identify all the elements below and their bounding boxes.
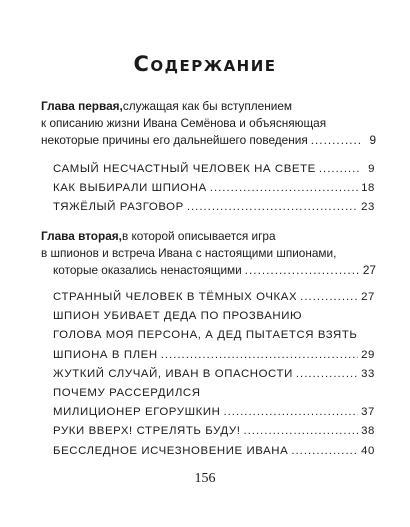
toc-entry-title: МИЛИЦИОНЕР ЕГОРУШКИН (53, 406, 221, 419)
dot-leader (210, 179, 358, 198)
toc-entry-title: ШПИОН УБИВАЕТ ДЕДА ПО ПРОЗВАНИЮ (53, 310, 303, 323)
dot-leader (161, 346, 358, 365)
toc-entry-page: 23 (361, 201, 375, 214)
toc-entry[interactable] (53, 422, 375, 441)
toc-entry-title: САМЫЙ НЕСЧАСТНЫЙ ЧЕЛОВЕК НА СВЕТЕ (53, 163, 316, 175)
toc-entry-title: ЖУТКИЙ СЛУЧАЙ, ИВАН В ОПАСНОСТИ (53, 367, 293, 380)
dot-leader (311, 132, 361, 149)
dot-leader (300, 288, 358, 307)
chapter-1-line-2 (41, 115, 376, 132)
toc-entry-title: ШПИОНА В ПЛЕН (53, 348, 158, 361)
toc-entry-title: СТРАННЫЙ ЧЕЛОВЕК В ТЁМНЫХ ОЧКАХ (53, 291, 298, 303)
dot-leader (291, 442, 358, 461)
toc-entry[interactable] (53, 288, 375, 307)
chapter-2-heading (41, 228, 376, 279)
dot-leader (243, 422, 358, 441)
chapter-2-text-1: в которой описывается игра (121, 229, 276, 243)
chapter-2-page: 27 (362, 263, 376, 277)
dot-leader (187, 198, 358, 217)
toc-entry-page: 37 (361, 406, 375, 419)
toc-entry-page: 40 (361, 444, 375, 457)
toc-entry-page: 29 (361, 348, 375, 361)
toc-entry-page: 9 (368, 163, 375, 175)
chapter-1-text-1: служащая как бы вступлением (122, 99, 293, 113)
chapter-1-heading (41, 98, 376, 149)
toc-entry[interactable] (53, 326, 375, 345)
chapter-1-entries (53, 160, 375, 218)
dot-leader (223, 403, 358, 422)
dot-leader (319, 160, 360, 179)
toc-entry[interactable] (53, 307, 375, 326)
page-title: Содержание (133, 52, 277, 76)
chapter-1-text-2: к описанию жизни Ивана Семёнова и объясняющая (41, 116, 327, 130)
toc-entry-title: РУКИ ВВЕРХ! СТРЕЛЯТЬ БУДУ! (53, 425, 241, 438)
chapter-2-line-1 (41, 228, 376, 245)
chapter-2-lead: Глава вторая, (41, 229, 122, 243)
chapter-2-text-3: которые оказались ненастоящими (53, 263, 242, 277)
toc-entry-title: БЕССЛЕДНОЕ ИСЧЕЗНОВЕНИЕ ИВАНА (53, 444, 289, 457)
toc-entry-title: ГОЛОВА МОЯ ПЕРСОНА, А ДЕД ПЫТАЕТСЯ ВЗЯТЬ (53, 329, 358, 342)
toc-entry-page: 38 (361, 425, 375, 438)
toc-entry[interactable] (53, 442, 375, 461)
toc-entry-page: 27 (361, 291, 375, 303)
dot-leader (296, 365, 358, 384)
toc-entry[interactable] (53, 365, 375, 384)
toc-entry[interactable] (53, 403, 375, 422)
toc-entry-title: ПОЧЕМУ РАССЕРДИЛСЯ (53, 387, 201, 400)
toc-entry[interactable] (53, 384, 375, 403)
chapter-1-line-1 (41, 98, 376, 115)
chapter-1-line-3 (41, 132, 376, 149)
chapter-1-lead: Глава первая, (41, 99, 123, 113)
page-number: 156 (194, 471, 216, 486)
toc-entry-page: 33 (361, 367, 375, 380)
toc-entry[interactable] (53, 179, 375, 198)
chapter-2-text-2: в шпионов и встреча Ивана с настоящими шпионами, (41, 246, 337, 260)
toc-entry-page: 18 (361, 182, 375, 195)
chapter-1-page: 9 (369, 133, 376, 147)
chapter-1-text-3: некоторые причины его дальнейшего поведения (41, 133, 308, 147)
toc-entry[interactable] (53, 160, 375, 179)
toc-entry[interactable] (53, 346, 375, 365)
dot-leader (245, 262, 360, 279)
toc-entry-title: КАК ВЫБИРАЛИ ШПИОНА (53, 182, 207, 195)
chapter-2-entries (53, 288, 375, 461)
toc-entry-title: ТЯЖЁЛЫЙ РАЗГОВОР (53, 201, 184, 214)
chapter-2-line-3 (41, 262, 376, 279)
toc-entry[interactable] (53, 198, 375, 217)
chapter-2-line-2 (41, 245, 376, 262)
